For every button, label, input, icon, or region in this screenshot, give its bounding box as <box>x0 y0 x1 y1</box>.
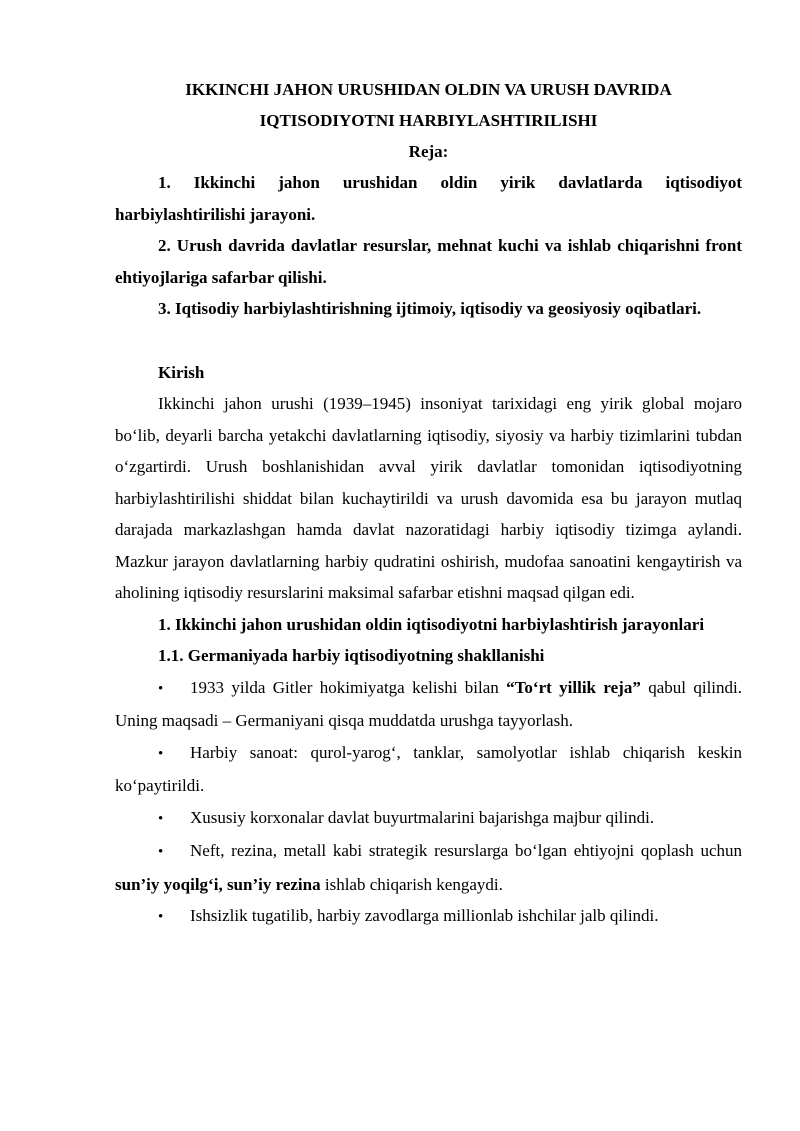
bullet-1-text-start: 1933 yilda Gitler hokimiyatga kelishi bilan <box>190 677 507 697</box>
plan-item-2: 2. Urush davrida davlatlar resurslar, mehnat kuchi va ishlab chiqarishni front ehtiyojlariga safarbar qilishi. <box>115 236 742 287</box>
bullet-item-5 <box>115 900 742 934</box>
subsection-1-1-heading: 1.1. Germaniyada harbiy iqtisodiyotning shakllanishi <box>158 646 545 665</box>
plan-item-3: 3. Iqtisodiy harbiylashtirishning ijtimoiy, iqtisodiy va geosiyosiy oqibatlari. <box>158 299 702 318</box>
bullet-4-emphasis: sun’iy yoqilg‘i, sun’iy rezina <box>115 874 321 894</box>
bullet-icon: • <box>158 810 164 827</box>
bullet-icon: • <box>158 844 164 860</box>
intro-paragraph: Ikkinchi jahon urushi (1939–1945) insoniyat tarixidagi eng yirik global mojaro bo‘lib, deyarli barcha yetakchi davlatlarning iqtisodiy, siyosiy va harbiy tizimlarini tubdan o‘zgartirdi. Urush boshlanishidan avval yirik davlatlar tomonidan iqtisodiyotning harbiylashtirilishi shiddat bilan kuchaytirildi va urush davomida esa bu jarayon mutlaq darajada markazlashgan hamda davlat nazoratidagi harbiy iqtisodiy tizimga aylandi. Mazkur jarayon davlatlarning harbiy qudratini oshirish, mudofaa sanoatini kengaytirish va aholining iqtisodiy resurslarini maksimal safarbar etishni maqsad qilgan edi. <box>115 394 742 602</box>
document-title-line-1: IKKINCHI JAHON URUSHIDAN OLDIN VA URUSH DAVRIDA <box>185 80 672 99</box>
bullet-4-text-start: Neft, rezina, metall kabi strategik resurslarga bo‘lgan ehtiyojni qoplash uchun <box>190 841 742 860</box>
section-1-heading: 1. Ikkinchi jahon urushidan oldin iqtisodiyotni harbiylashtirish jarayonlari <box>158 614 705 634</box>
intro-heading: Kirish <box>158 362 205 382</box>
bullet-icon: • <box>158 909 164 925</box>
plan-item-1: 1. Ikkinchi jahon urushidan oldin yirik davlatlarda iqtisodiyot harbiylashtirilishi jarayoni. <box>115 173 742 224</box>
bullet-4-text-end: ishlab chiqarish kengaydi. <box>320 874 503 894</box>
bullet-item-3 <box>115 802 742 836</box>
bullet-item-1 <box>115 672 742 737</box>
plan-label: Reja: <box>408 142 449 161</box>
bullet-item-4 <box>115 835 742 900</box>
document-title-line-2: IQTISODIYOTNI HARBIYLASHTIRILISHI <box>259 111 598 130</box>
bullet-5-text: Ishsizlik tugatilib, harbiy zavodlarga millionlab ishchilar jalb qilindi. <box>190 906 659 925</box>
bullet-2-text: Harbiy sanoat: qurol-yarog‘, tanklar, samolyotlar ishlab chiqarish keskin ko‘paytirildi. <box>115 742 742 795</box>
bullet-3-text: Xususiy korxonalar davlat buyurtmalarini bajarishga majbur qilindi. <box>190 807 655 827</box>
blank-line <box>115 325 742 357</box>
bullet-icon: • <box>158 680 164 697</box>
bullet-icon: • <box>158 745 164 762</box>
bullet-1-text-end: qabul qilindi. Uning maqsadi – Germaniyani qisqa muddatda urushga tayyorlash. <box>115 677 742 730</box>
bullet-1-emphasis: “To‘rt yillik reja” <box>506 677 641 697</box>
bullet-item-2 <box>115 737 742 802</box>
document-page <box>115 74 742 934</box>
